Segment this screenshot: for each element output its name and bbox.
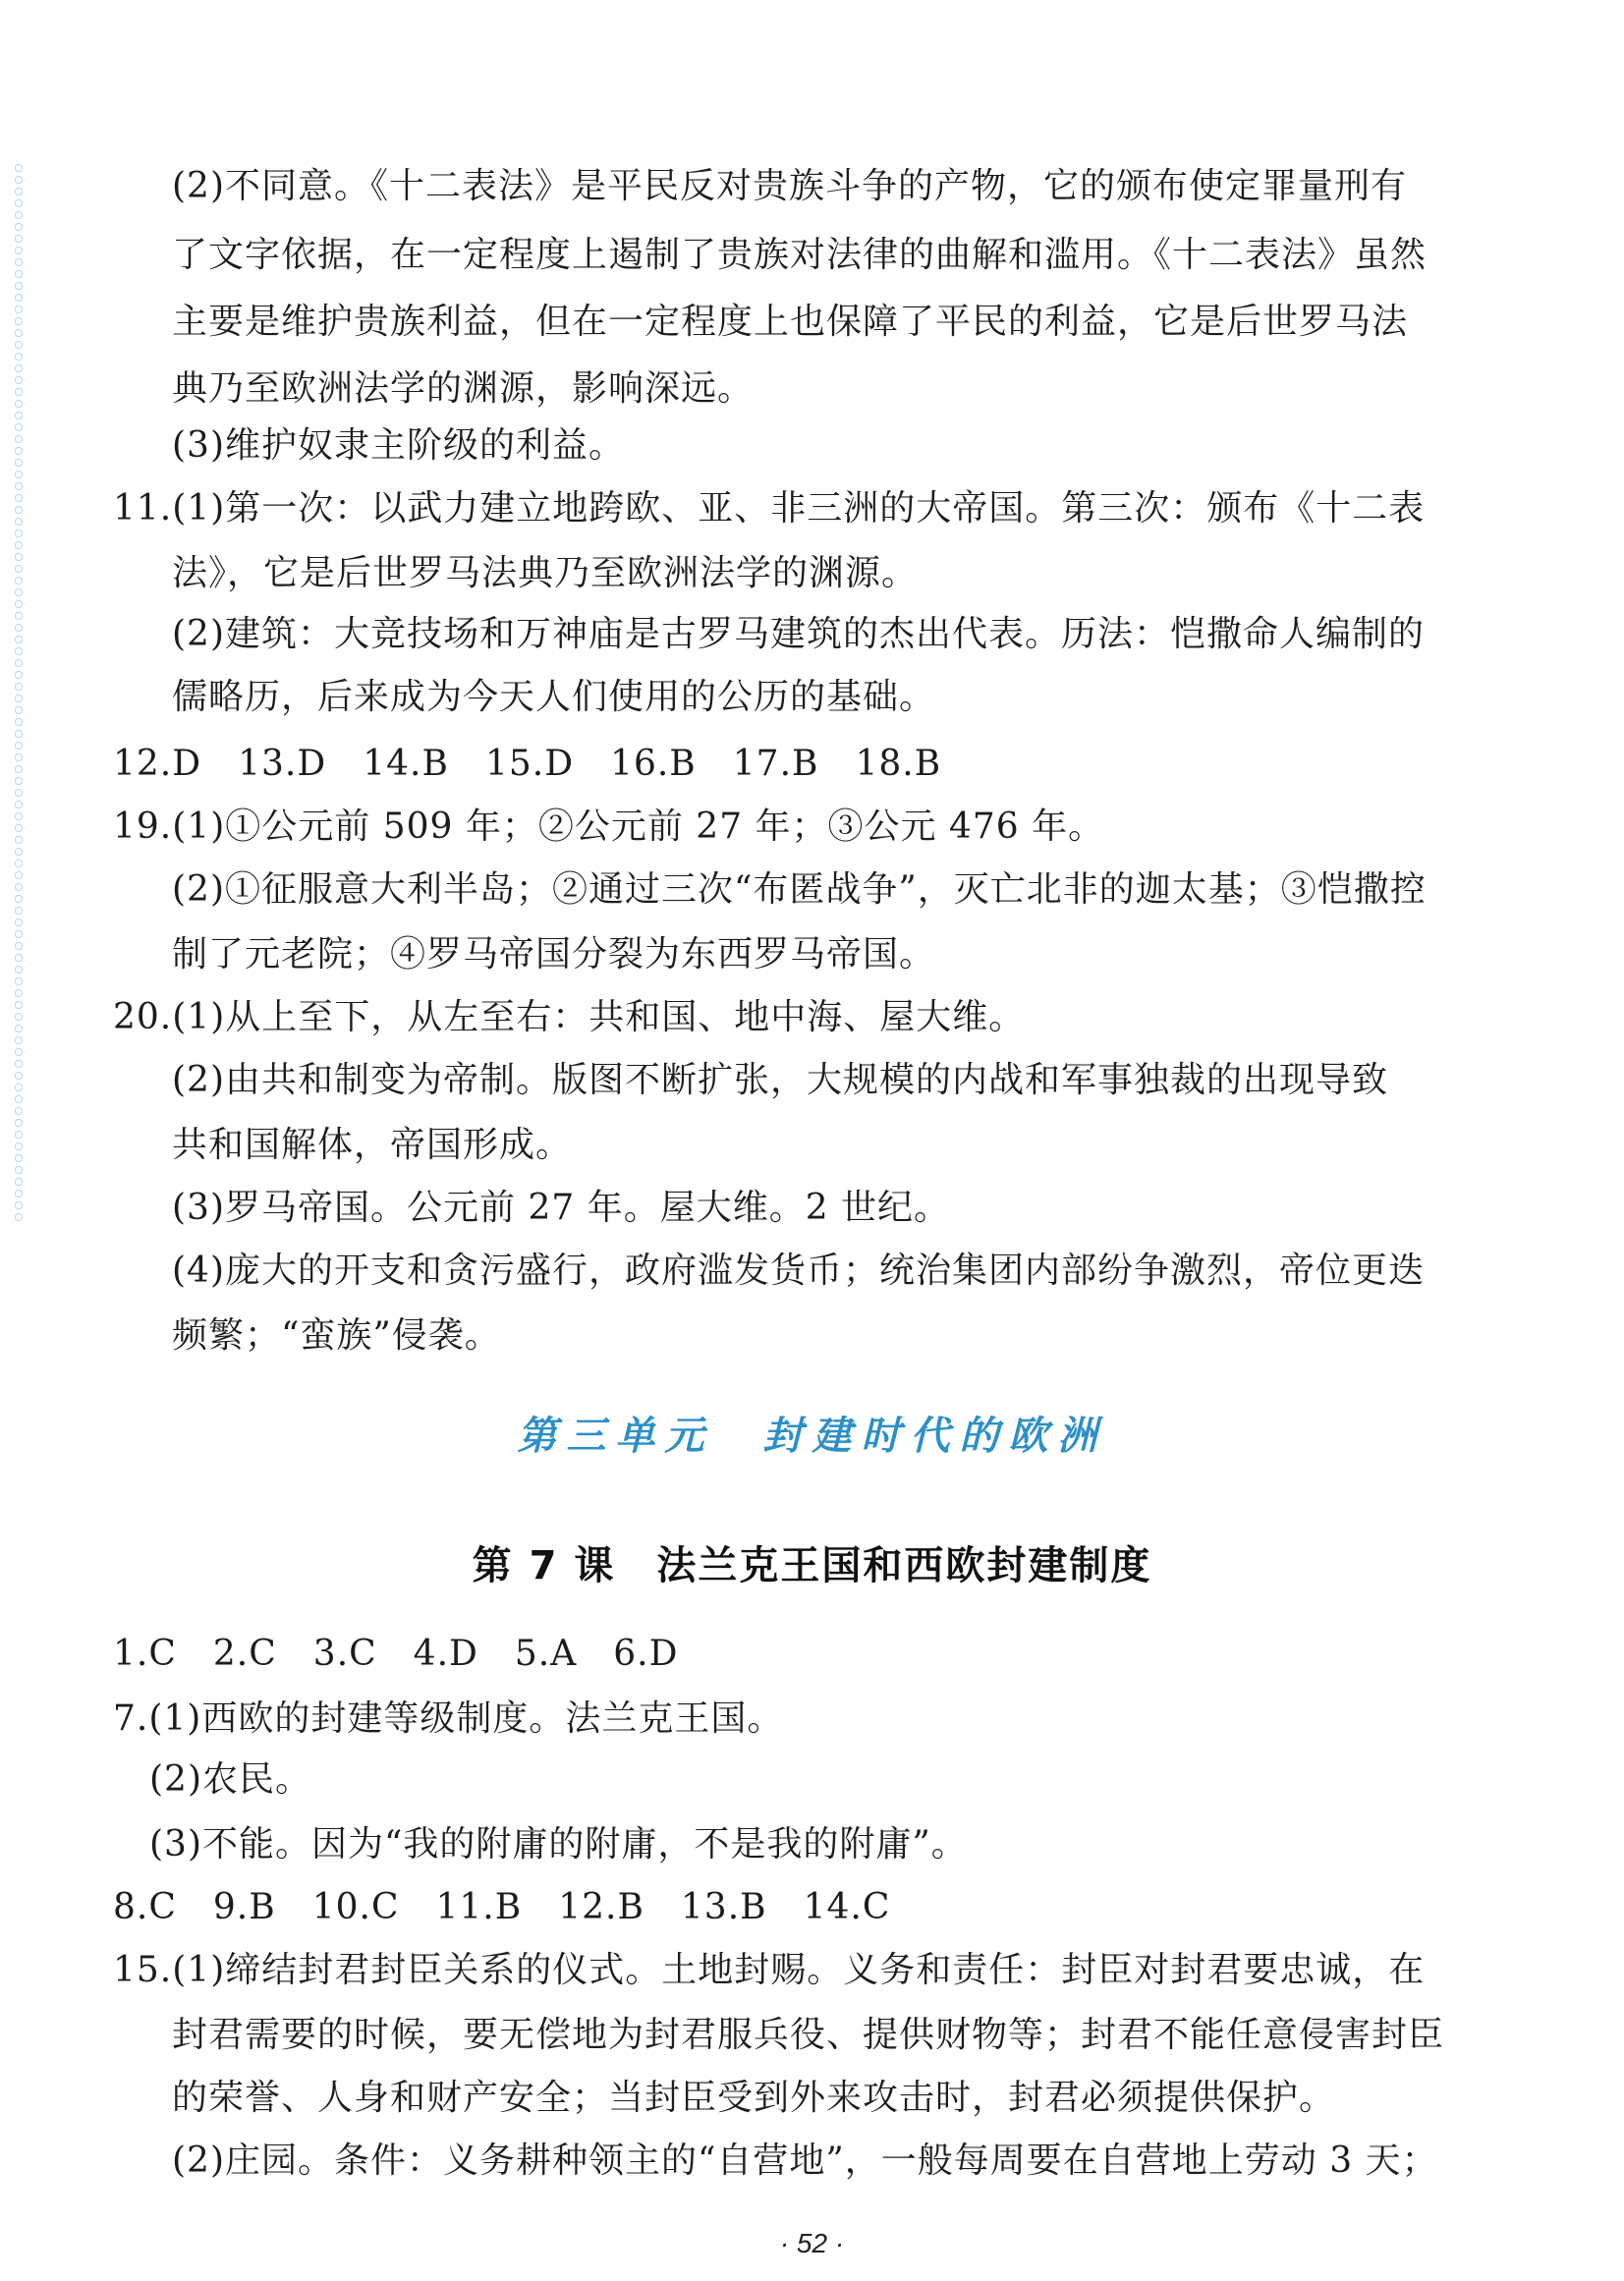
answer-line: 法》，它是后世罗马法典乃至欧洲法学的渊源。	[172, 553, 919, 593]
unit-title: 第三单元 封建时代的欧洲	[517, 1414, 1107, 1459]
answer-line: 儒略历，后来成为今天人们使用的公历的基础。	[172, 677, 936, 717]
margin-decoration	[14, 162, 24, 1223]
answer-line: (2)不同意。《十二表法》是平民反对贵族斗争的产物，它的颁布使定罪量刑有	[172, 166, 1407, 206]
answer-line: (2)农民。	[149, 1759, 311, 1800]
answer-line: 19.(1)①公元前 509 年；②公元前 27 年；③公元 476 年。	[113, 807, 1105, 847]
answer-line: 频繁；“蛮族”侵袭。	[172, 1315, 501, 1356]
answer-line: 封君需要的时候，要无偿地为封君服兵役、提供财物等；封君不能任意侵害封臣	[172, 2015, 1445, 2055]
page-number: · 52 ·	[779, 2228, 845, 2258]
answer-line: 主要是维护贵族利益，但在一定程度上也保障了平民的利益，它是后世罗马法	[172, 302, 1409, 342]
answer-line: 12.D 13.D 14.B 15.D 16.B 17.B 18.B	[113, 744, 942, 784]
answer-line: (2)建筑：大竞技场和万神庙是古罗马建筑的杰出代表。历法：恺撒命人编制的	[172, 614, 1425, 654]
answer-line: (2)庄园。条件：义务耕种领主的“自营地”，一般每周要在自营地上劳动 3 天；	[172, 2141, 1438, 2181]
answer-line: 8.C 9.B 10.C 11.B 12.B 13.B 14.C	[113, 1887, 891, 1927]
answer-line: 7.(1)西欧的封建等级制度。法兰克王国。	[113, 1698, 784, 1739]
answer-line: (3)维护奴隶主阶级的利益。	[172, 425, 625, 466]
answer-line: 了文字依据，在一定程度上遏制了贵族对法律的曲解和滥用。《十二表法》虽然	[172, 235, 1428, 275]
answer-line: 11.(1)第一次：以武力建立地跨欧、亚、非三洲的大帝国。第三次：颁布《十二表	[113, 488, 1426, 529]
answer-line: 15.(1)缔结封君封臣关系的仪式。土地封赐。义务和责任：封臣对封君要忠诚，在	[113, 1950, 1426, 1990]
answer-line: (4)庞大的开支和贪污盛行，政府滥发货币；统治集团内部纷争激烈，帝位更迭	[172, 1251, 1425, 1291]
answer-line: (2)由共和制变为帝制。版图不断扩张，大规模的内战和军事独裁的出现导致	[172, 1060, 1388, 1100]
answer-line: (3)不能。因为“我的附庸的附庸，不是我的附庸”。	[149, 1824, 968, 1864]
answer-line: 典乃至欧洲法学的渊源，影响深远。	[172, 368, 755, 409]
answer-line: 制了元老院；④罗马帝国分裂为东西罗马帝国。	[172, 934, 936, 974]
answer-line: (2)①征服意大利半岛；②通过三次“布匿战争”，灭亡北非的迦太基；③恺撒控	[172, 869, 1427, 910]
answer-line: 1.C 2.C 3.C 4.D 5.A 6.D	[113, 1634, 679, 1674]
answer-line: 的荣誉、人身和财产安全；当封臣受到外来攻击时，封君必须提供保护。	[172, 2078, 1336, 2118]
answer-line: 共和国解体，帝国形成。	[172, 1125, 573, 1165]
answer-line: 20.(1)从上至下，从左至右：共和国、地中海、屋大维。	[113, 997, 1026, 1037]
lesson-title: 第 7 课 法兰克王国和西欧封建制度	[472, 1543, 1152, 1588]
answer-line: (3)罗马帝国。公元前 27 年。屋大维。2 世纪。	[172, 1188, 951, 1228]
